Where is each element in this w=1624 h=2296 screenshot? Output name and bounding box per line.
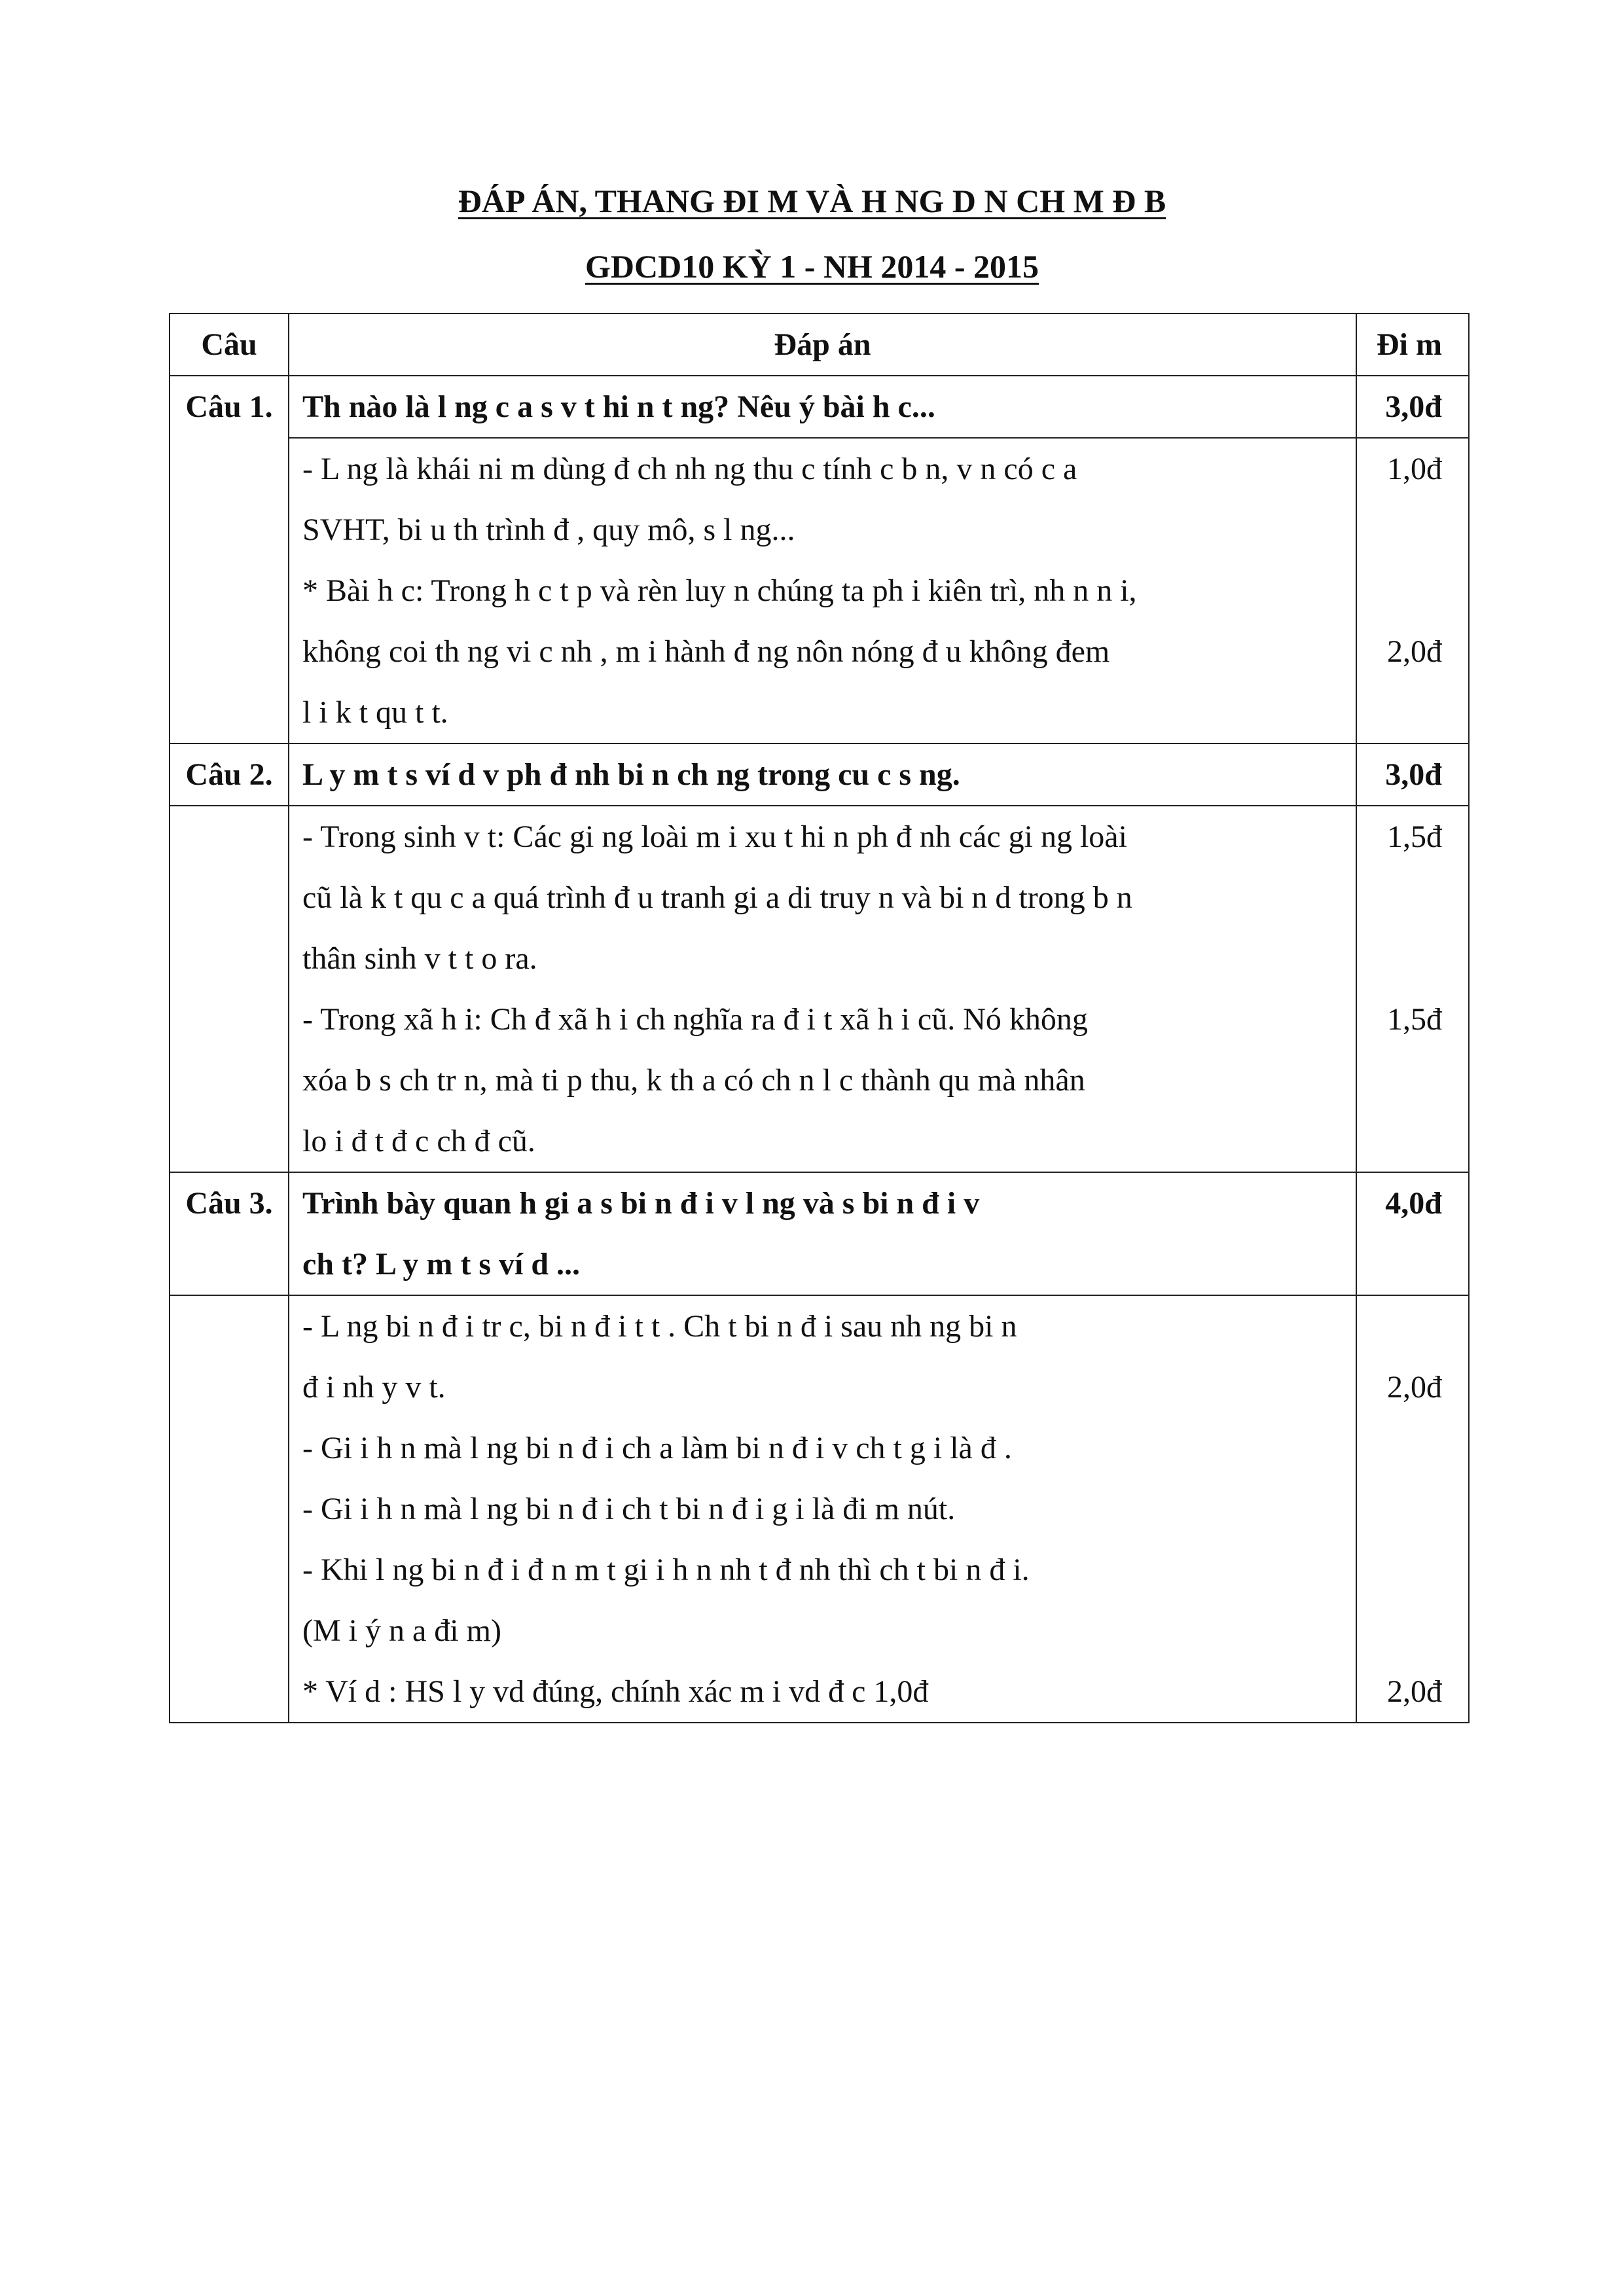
answer-line: xóa b s ch tr n, mà ti p thu, k th a có ch n l c thành qu mà nhân xyxy=(302,1063,1085,1098)
answer-line: không coi th ng vi c nh , m i hành đ ng nôn nóng đ u không đem xyxy=(302,634,1110,669)
answer-row-2 xyxy=(170,806,1469,1172)
answer-line: - Khi l ng bi n đ i đ n m t gi i h n nh t đ nh thì ch t bi n đ i. xyxy=(302,1552,1030,1587)
question-score: 4,0đ xyxy=(1356,1172,1469,1295)
answer-score xyxy=(1370,928,1442,989)
answer-score: 2,0đ xyxy=(1387,634,1442,669)
answer-score xyxy=(1370,682,1442,743)
answer-row-3 xyxy=(170,1295,1469,1723)
answer-line: cũ là k t qu c a quá trình đ u tranh gi a di truy n và bi n d trong b n xyxy=(302,880,1132,915)
question-text: Th nào là l ng c a s v t hi n t ng? Nêu ý bài h c... xyxy=(289,376,1356,438)
header-diem: Đi m xyxy=(1356,314,1469,376)
answer-score xyxy=(1370,1479,1442,1539)
question-row-1 xyxy=(170,376,1469,438)
question-score: 3,0đ xyxy=(1356,744,1469,806)
answer-line: - Trong sinh v t: Các gi ng loài m i xu t hi n ph đ nh các gi ng loài xyxy=(302,819,1127,854)
question-row-2 xyxy=(170,744,1469,806)
answer-line: - L ng là khái ni m dùng đ ch nh ng thu c tính c b n, v n có c a xyxy=(302,452,1077,486)
question-line: ch t? L y m t s ví d ... xyxy=(302,1247,581,1282)
answer-line: * Bài h c: Trong h c t p và rèn luy n chúng ta ph i kiên trì, nh n n i, xyxy=(302,573,1137,608)
table-header-row xyxy=(170,314,1469,376)
answer-line: đ i nh y v t. xyxy=(302,1370,446,1405)
document-title xyxy=(0,182,1624,220)
answer-score xyxy=(1370,1296,1442,1357)
question-label: Câu 3. xyxy=(170,1172,289,1295)
answer-line: l i k t qu t t. xyxy=(302,695,448,730)
answer-line: - Trong xã h i: Ch đ xã h i ch nghĩa ra đ i t xã h i cũ. Nó không xyxy=(302,1002,1088,1037)
answer-line: SVHT, bi u th trình đ , quy mô, s l ng... xyxy=(302,512,795,547)
answer-line: - Gi i h n mà l ng bi n đ i ch a làm bi n đ i v ch t g i là đ . xyxy=(302,1431,1012,1465)
answer-score xyxy=(1370,1111,1442,1172)
title-line-2: GDCD10 KỲ 1 - NH 2014 - 2015 xyxy=(585,248,1039,285)
answer-line: - Gi i h n mà l ng bi n đ i ch t bi n đ i g i là đi m nút. xyxy=(302,1492,956,1526)
answer-scores xyxy=(1356,438,1469,744)
question-score: 3,0đ xyxy=(1356,376,1469,438)
answer-text xyxy=(289,1295,1356,1723)
answer-scores xyxy=(1356,1295,1469,1723)
answer-line: * Ví d : HS l y vd đúng, chính xác m i vd đ c 1,0đ xyxy=(302,1674,929,1709)
answer-score xyxy=(1370,867,1442,928)
answer-score: 1,5đ xyxy=(1387,819,1442,854)
answer-scores xyxy=(1356,806,1469,1172)
answer-line: lo i đ t đ c ch đ cũ. xyxy=(302,1124,535,1158)
question-label: Câu 2. xyxy=(170,744,289,806)
header-cau: Câu xyxy=(170,314,289,376)
answer-score: 1,5đ xyxy=(1387,1002,1442,1037)
answer-line: thân sinh v t t o ra. xyxy=(302,941,537,976)
answer-table xyxy=(169,313,1470,1723)
document-subtitle xyxy=(0,247,1624,285)
empty-label-cell xyxy=(170,806,289,1172)
question-line: Trình bày quan h gi a s bi n đ i v l ng và s bi n đ i v xyxy=(302,1186,980,1221)
answer-score xyxy=(1370,1418,1442,1479)
header-dap-an: Đáp án xyxy=(289,314,1356,376)
answer-score xyxy=(1370,1050,1442,1111)
answer-score: 2,0đ xyxy=(1387,1370,1442,1405)
answer-score: 2,0đ xyxy=(1387,1674,1442,1709)
answer-score xyxy=(1370,1600,1442,1661)
answer-score xyxy=(1370,560,1442,621)
answer-row-1 xyxy=(170,438,1469,744)
answer-score: 1,0đ xyxy=(1387,452,1442,486)
question-label: Câu 1. xyxy=(170,376,289,744)
answer-line: - L ng bi n đ i tr c, bi n đ i t t . Ch t bi n đ i sau nh ng bi n xyxy=(302,1309,1017,1344)
question-row-3 xyxy=(170,1172,1469,1295)
answer-text xyxy=(289,438,1356,744)
answer-score xyxy=(1370,499,1442,560)
question-text: L y m t s ví d v ph đ nh bi n ch ng trong cu c s ng. xyxy=(289,744,1356,806)
empty-label-cell xyxy=(170,1295,289,1723)
answer-text xyxy=(289,806,1356,1172)
question-text xyxy=(289,1172,1356,1295)
title-line-1: ĐÁP ÁN, THANG ĐI M VÀ H NG D N CH M Đ B xyxy=(458,183,1166,219)
answer-line: (M i ý n a đi m) xyxy=(302,1613,501,1648)
answer-score xyxy=(1370,1539,1442,1600)
